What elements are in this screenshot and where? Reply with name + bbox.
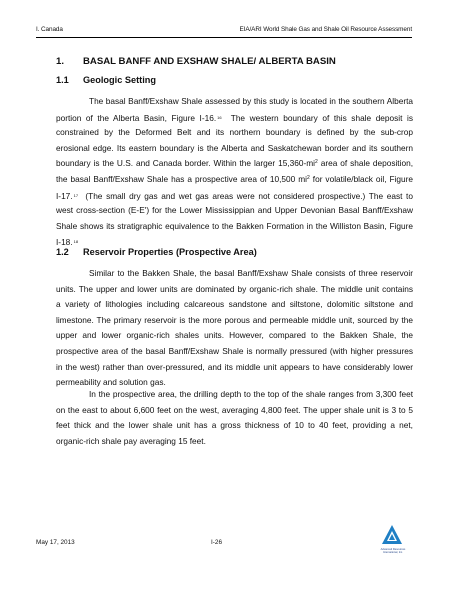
footnote-ref: 18: [73, 239, 79, 245]
text-line: units. The upper and lower units are dominated by organic-rich shale. The middle unit contains: [56, 283, 413, 294]
text-line: In the prospective area, the drilling depth to the top of the shale ranges from 3,300 feet: [89, 389, 413, 399]
footnote-ref: 16: [217, 114, 222, 120]
footer-page-number: I-26: [211, 539, 223, 546]
ari-logo: [371, 524, 415, 570]
text-line: in the west) rather than over-pressured, and its middle unit appears to have considerably lower: [56, 361, 413, 372]
reservoir-paragraph-1: [56, 266, 413, 391]
subsection-heading-geologic: [56, 75, 156, 85]
text-line: feet thick and the lower shale unit has a gross thickness of 10 to 40 feet, providing a net,: [56, 420, 413, 431]
text-line: prospective area of the basal Banff/Exshaw Shale is normally pressured (with higher pressures: [56, 345, 413, 356]
section-title: BASAL BANFF AND EXSHAW SHALE/ ALBERTA BASIN: [83, 56, 336, 67]
subsection-number: 1.2: [56, 247, 69, 257]
logo-caption: Advanced Resources International, Inc.: [380, 548, 406, 555]
text-line: the basal Banff/Exshaw Shale has a prospective area of 10,500 $mi^2$ for volatile/black oil, Figure: [56, 173, 414, 184]
subsection-title: Geologic Setting: [83, 75, 156, 85]
reservoir-paragraph-2: [56, 387, 413, 449]
geologic-paragraph: [56, 94, 413, 250]
text-line: portion of the Alberta Basin, Figure I-16.16 The western boundary of this shale deposit is: [56, 112, 413, 123]
header-right: EIA/ARI World Shale Gas and Shale Oil Resource Assessment: [239, 26, 412, 33]
header-left: I. Canada: [36, 26, 63, 33]
text-line: west cross-section (E-E') for the Lower Mississippian and Upper Devonian Basal Banff/Exshaw: [56, 205, 413, 216]
subsection-heading-reservoir: [56, 247, 257, 257]
header-rule: [36, 37, 412, 38]
text-line: upper and lower organic-rich shales units. However, compared to the Bakken Shale, the: [56, 330, 413, 341]
text-line: Similar to the Bakken Shale, the basal Banff/Exshaw Shale consists of three reservoir: [89, 268, 413, 278]
text-line: constrained by the Deformed Belt and its northern boundary is defined by the sub-crop: [56, 127, 413, 138]
logo-triangle-icon: [381, 524, 403, 546]
subsection-number: 1.1: [56, 75, 69, 85]
text-line: permeability and solution gas.: [56, 377, 166, 388]
text-line: I-18.18: [56, 237, 79, 248]
section-number: 1.: [56, 56, 65, 67]
section-heading: [56, 56, 336, 67]
text-line: on the east to about 6,600 feet on the west, averaging 4,800 feet. The upper shale unit is 3 to 5: [56, 404, 413, 415]
text-line: limestone. The primary reservoir is the more porous and permeable middle unit, sourced by the: [56, 314, 413, 325]
subsection-title: Reservoir Properties (Prospective Area): [83, 247, 257, 257]
text-line: organic-rich shale pay averaging 15 feet.: [56, 435, 206, 446]
text-line: boundary is the U.S. and Canada border. Within the larger $15,360-mi^2$ area of shale deposition,: [56, 158, 413, 169]
text-line: erosional edge. Its eastern boundary is the Alberta and Saskatchewan border and its southern: [56, 142, 413, 153]
text-line: Shale shows its stratigraphic equivalence to the Bakken Formation in the Williston Basin, Figure: [56, 220, 413, 231]
text-line: a variety of lithologies including calcareous sandstone and siltstone, dolomitic siltstone and: [56, 299, 413, 310]
text-line: I-17.17 (The small dry gas and wet gas areas were not considered prospective.) The east to: [56, 190, 413, 201]
text-line: The basal Banff/Exshaw Shale assessed by this study is located in the southern Alberta: [89, 96, 413, 106]
footnote-ref: 17: [73, 192, 79, 198]
footer-date: May 17, 2013: [36, 539, 75, 546]
